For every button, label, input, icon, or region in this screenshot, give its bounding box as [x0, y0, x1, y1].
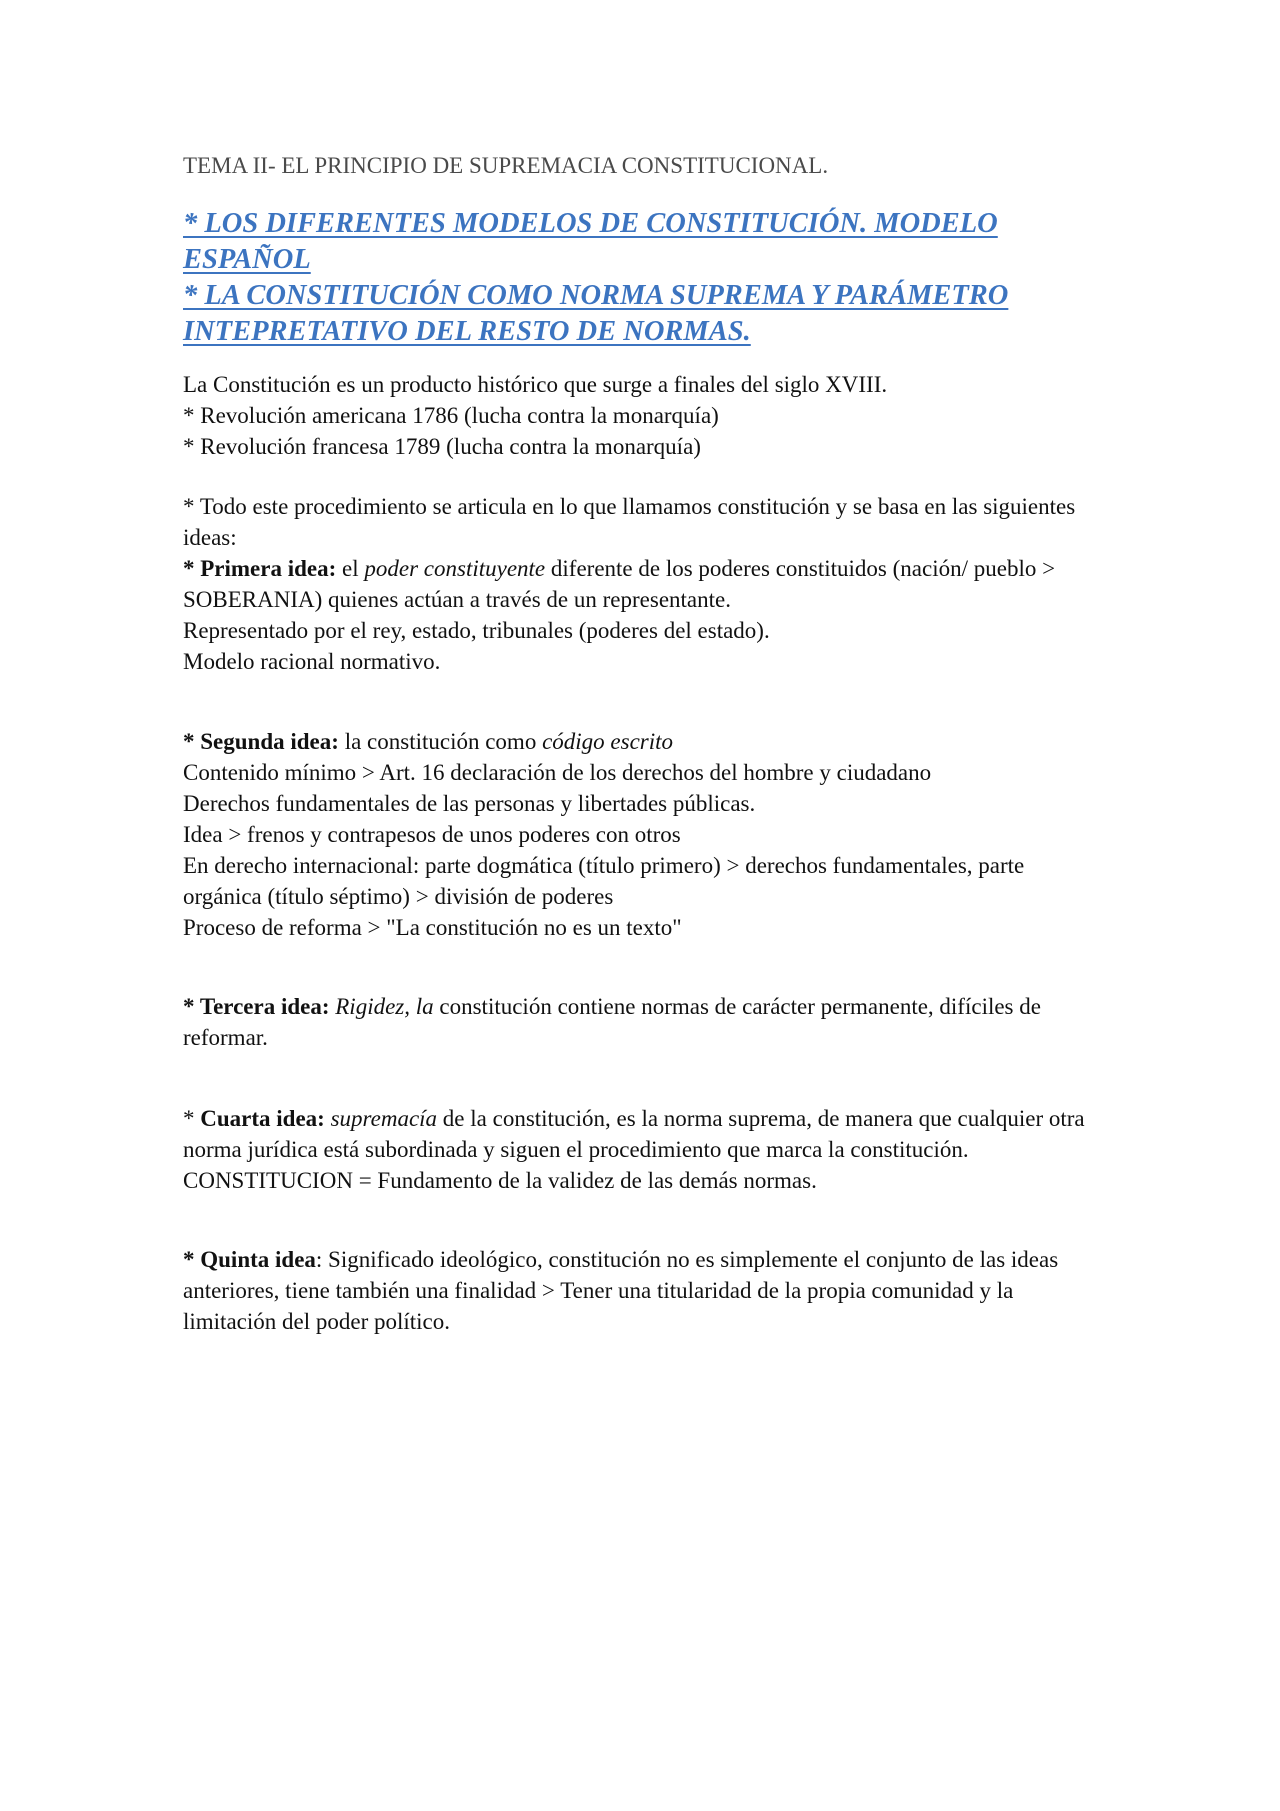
- document-body: [183, 150, 1103, 1337]
- idea-1-paragraph: [183, 553, 1103, 615]
- idea-1-label: * Primera idea:: [183, 556, 337, 581]
- heading-norma-suprema: * LA CONSTITUCIÓN COMO NORMA SUPREMA Y PARÁMETRO INTEPRETATIVO DEL RESTO DE NORMAS.: [183, 280, 1009, 347]
- idea-1-text: diferente de los poderes constituidos (nación/ pueblo > SOBERANIA) quienes actúan a través de un representante.: [183, 556, 1056, 612]
- idea-3-block: [183, 991, 1103, 1053]
- intro-block: [183, 369, 1103, 462]
- idea-4-prefix: *: [183, 1106, 201, 1131]
- idea-5-paragraph: [183, 1244, 1103, 1337]
- idea-4-paragraph: [183, 1103, 1103, 1165]
- idea-4-term: supremacía: [324, 1106, 438, 1131]
- idea-2-line: Proceso de reforma > "La constitución no es un texto": [183, 915, 682, 940]
- idea-2-line: Contenido mínimo > Art. 16 declaración de los derechos del hombre y ciudadano: [183, 760, 932, 785]
- idea-1-line: Modelo racional normativo.: [183, 649, 441, 674]
- idea-4-block: [183, 1103, 1103, 1196]
- idea-2-term: código escrito: [542, 729, 674, 754]
- intro-line: La Constitución es un producto histórico que surge a finales del siglo XVIII.: [183, 372, 888, 397]
- idea-3-label: * Tercera idea:: [183, 994, 330, 1019]
- intro-line: * Revolución americana 1786 (lucha contra la monarquía): [183, 403, 719, 428]
- intro-line: * Revolución francesa 1789 (lucha contra la monarquía): [183, 434, 701, 459]
- idea-2-label: * Segunda idea:: [183, 729, 339, 754]
- section-headings: [183, 206, 1103, 350]
- idea-2-line: En derecho internacional: parte dogmática (título primero) > derechos fundamentales, parte orgánica (título séptimo) > división de poderes: [183, 853, 1025, 909]
- idea-3-text: constitución contiene normas de carácter permanente, difíciles de reformar.: [183, 994, 1041, 1050]
- idea-2-line: Derechos fundamentales de las personas y libertades públicas.: [183, 791, 756, 816]
- idea-4-line: CONSTITUCION = Fundamento de la validez de las demás normas.: [183, 1168, 817, 1193]
- idea-3-term: Rigidez, la: [329, 994, 434, 1019]
- idea-5-label: * Quinta idea: [183, 1247, 316, 1272]
- idea-2-paragraph: [183, 726, 1103, 757]
- idea-5-block: [183, 1244, 1103, 1337]
- idea-2-pre: la constitución como: [338, 729, 543, 754]
- idea-1-pre: el: [336, 556, 365, 581]
- idea-1-line: Representado por el rey, estado, tribunales (poderes del estado).: [183, 618, 770, 643]
- idea-1-term: poder constituyente: [364, 556, 546, 581]
- idea-2-line: Idea > frenos y contrapesos de unos poderes con otros: [183, 822, 681, 847]
- procedure-text: * Todo este procedimiento se articula en lo que llamamos constitución y se basa en las siguientes ideas:: [183, 494, 1076, 550]
- idea-2-block: [183, 726, 1103, 943]
- procedure-block: [183, 491, 1103, 677]
- idea-4-text: de la constitución, es la norma suprema, de manera que cualquier otra norma jurídica está subordinada y siguen el procedimiento que marca la constitución.: [183, 1106, 1085, 1162]
- idea-5-text: : Significado ideológico, constitución no es simplemente el conjunto de las ideas anteriores, tiene también una finalidad > Tener una titularidad de la propia comunidad y la limitación del poder político.: [183, 1247, 1059, 1334]
- idea-3-paragraph: [183, 991, 1103, 1053]
- page-title: TEMA II- EL PRINCIPIO DE SUPREMACIA CONSTITUCIONAL.: [183, 153, 829, 178]
- idea-4-label: Cuarta idea:: [200, 1106, 325, 1131]
- heading-modelos: * LOS DIFERENTES MODELOS DE CONSTITUCIÓN. MODELO ESPAÑOL: [183, 208, 998, 275]
